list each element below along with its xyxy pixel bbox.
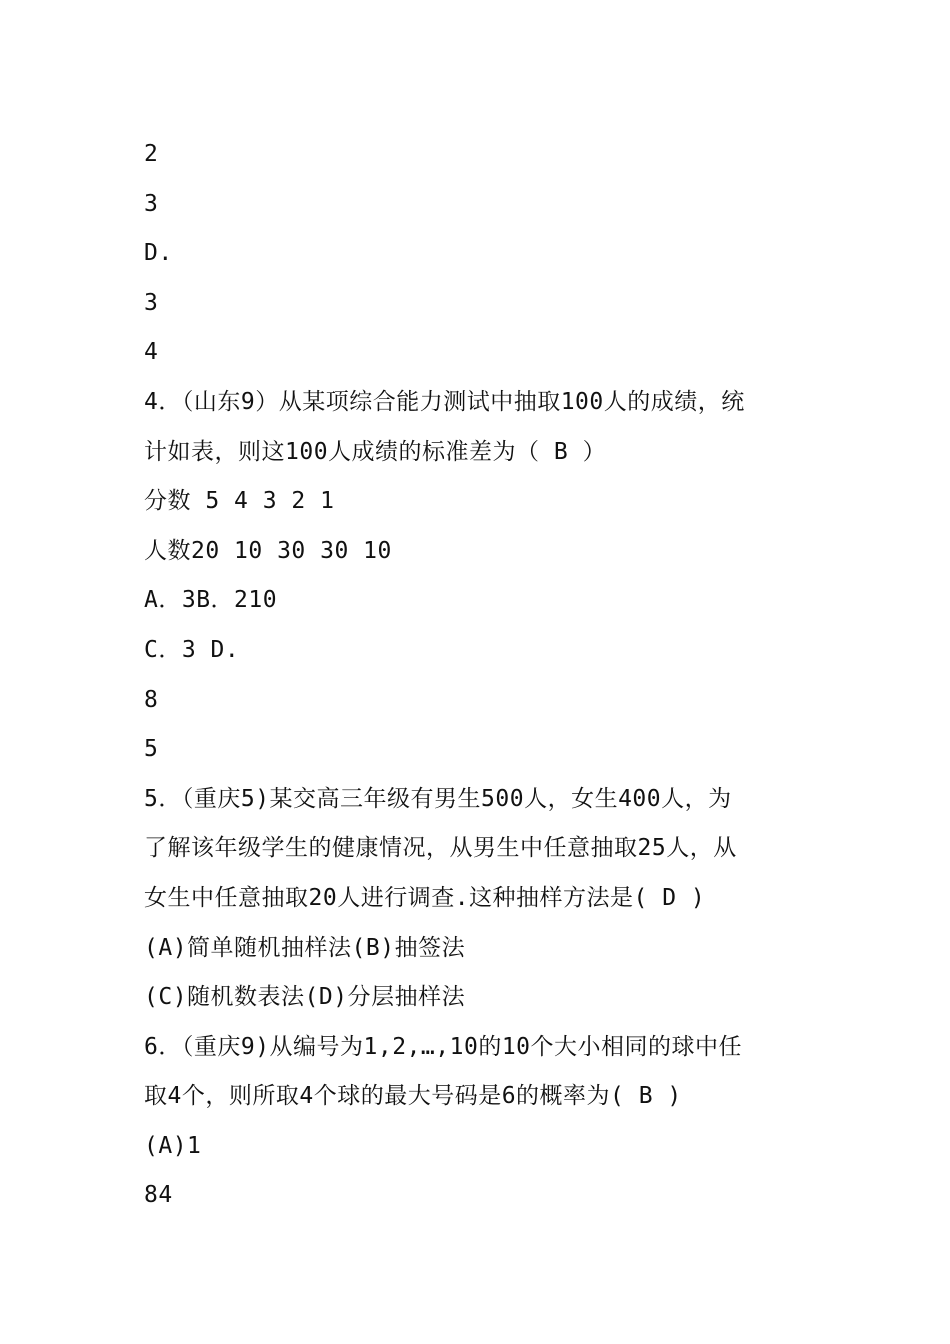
question-4-options-cd: C．3 D. (144, 636, 240, 663)
text-line: 3 (144, 190, 159, 217)
document-body (144, 130, 814, 1221)
text-line: 8 (144, 686, 159, 713)
text-line: D. (144, 240, 173, 267)
score-table-count-row: 人数20 10 30 30 10 (144, 537, 392, 564)
question-4-line-2: 计如表，则这100人成绩的标准差为（ B ） (144, 438, 607, 465)
question-6-option-a: (A)1 (144, 1132, 202, 1159)
question-5-line-1: 5．（重庆5)某交高三年级有男生500人，女生400人，为 (144, 785, 732, 812)
question-6-line-2: 取4个，则所取4个球的最大号码是6的概率为( B ) (144, 1083, 682, 1110)
text-line: 84 (144, 1182, 173, 1209)
text-line: 4 (144, 339, 159, 366)
question-5-line-3: 女生中任意抽取20人进行调查.这种抽样方法是( D ) (144, 884, 706, 911)
question-5-options-cd: (C)随机数表法(D)分层抽样法 (144, 984, 466, 1011)
score-table-header-row: 分数 5 4 3 2 1 (144, 488, 335, 515)
text-line: 3 (144, 289, 159, 316)
question-6-line-1: 6．（重庆9)从编号为1,2,…,10的10个大小相同的球中任 (144, 1033, 743, 1060)
text-line: 2 (144, 141, 159, 167)
question-4-options-ab: A．3B．210 (144, 587, 278, 614)
question-5-line-2: 了解该年级学生的健康情况，从男生中任意抽取25人，从 (144, 835, 737, 862)
question-5-options-ab: (A)简单随机抽样法(B)抽签法 (144, 934, 466, 961)
question-4-line-1: 4．（山东9）从某项综合能力测试中抽取100人的成绩，统 (144, 388, 745, 415)
text-line: 5 (144, 736, 159, 763)
